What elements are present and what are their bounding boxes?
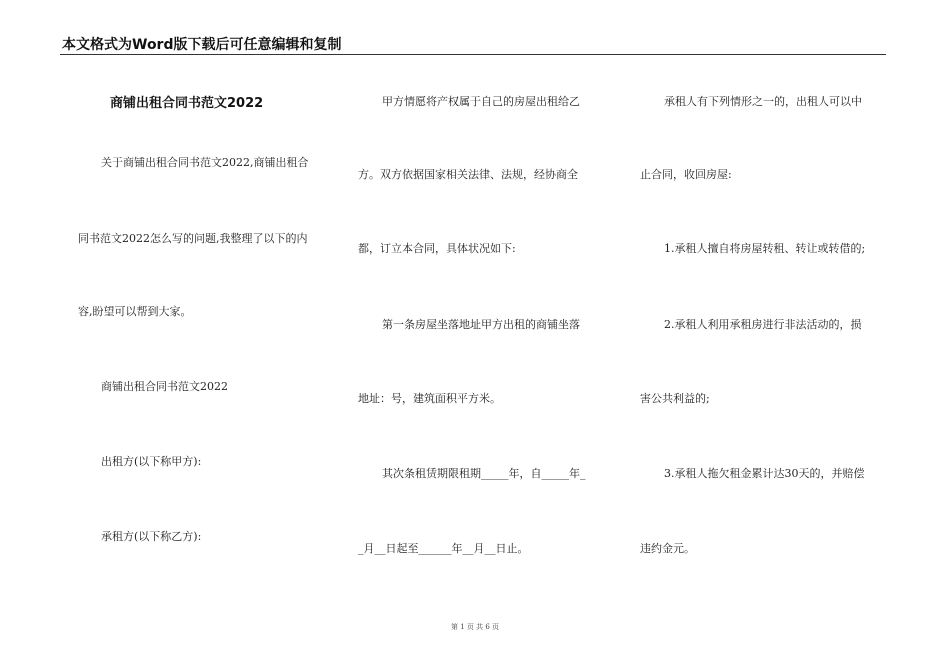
col2-line-3: 都，订立本合同，具体状况如下: (358, 242, 516, 255)
page-number-footer: 第 1 页 共 6 页 (450, 623, 500, 631)
col2-line-5: 地址：号，建筑面积平方米。 (358, 392, 501, 405)
col1-line-1: 关于商铺出租合同书范文2022,商铺出租合 (101, 156, 309, 169)
col3-line-6: 3.承租人拖欠租金累计达30天的，并赔偿 (664, 467, 865, 480)
col3-line-2: 止合同，收回房屋: (640, 168, 732, 181)
col3-line-4: 2.承租人利用承租房进行非法活动的，损 (664, 318, 862, 331)
col3-line-5: 害公共利益的; (640, 392, 710, 405)
col3-line-1: 承租人有下列情形之一的，出租人可以中 (664, 95, 862, 108)
col2-line-6: 其次条租赁期限租期_____年，自_____年_ (382, 467, 586, 480)
col2-line-4: 第一条房屋坐落地址甲方出租的商铺坐落 (382, 318, 580, 331)
page-header-title: 本文格式为Word版下载后可任意编辑和复制 (62, 37, 342, 53)
col3-line-7: 违约金元。 (640, 542, 695, 555)
col2-line-7: _月__日起至______年__月__日止。 (358, 542, 529, 555)
col3-line-3: 1.承租人擅自将房屋转租、转让或转借的; (664, 242, 866, 255)
col1-line-2: 同书范文2022怎么写的问题,我整理了以下的内 (78, 232, 308, 245)
col1-line-3: 容,盼望可以帮到大家。 (78, 305, 192, 318)
header-divider (60, 54, 886, 55)
document-title: 商铺出租合同书范文2022 (110, 96, 264, 111)
col1-line-4: 商铺出租合同书范文2022 (101, 380, 228, 393)
col1-line-5: 出租方(以下称甲方): (101, 455, 202, 468)
col1-line-6: 承租方(以下称乙方): (101, 530, 202, 543)
col2-line-2: 方。双方依据国家相关法律、法规，经协商全 (358, 168, 578, 181)
col2-line-1: 甲方情愿将产权属于自己的房屋出租给乙 (382, 95, 580, 108)
